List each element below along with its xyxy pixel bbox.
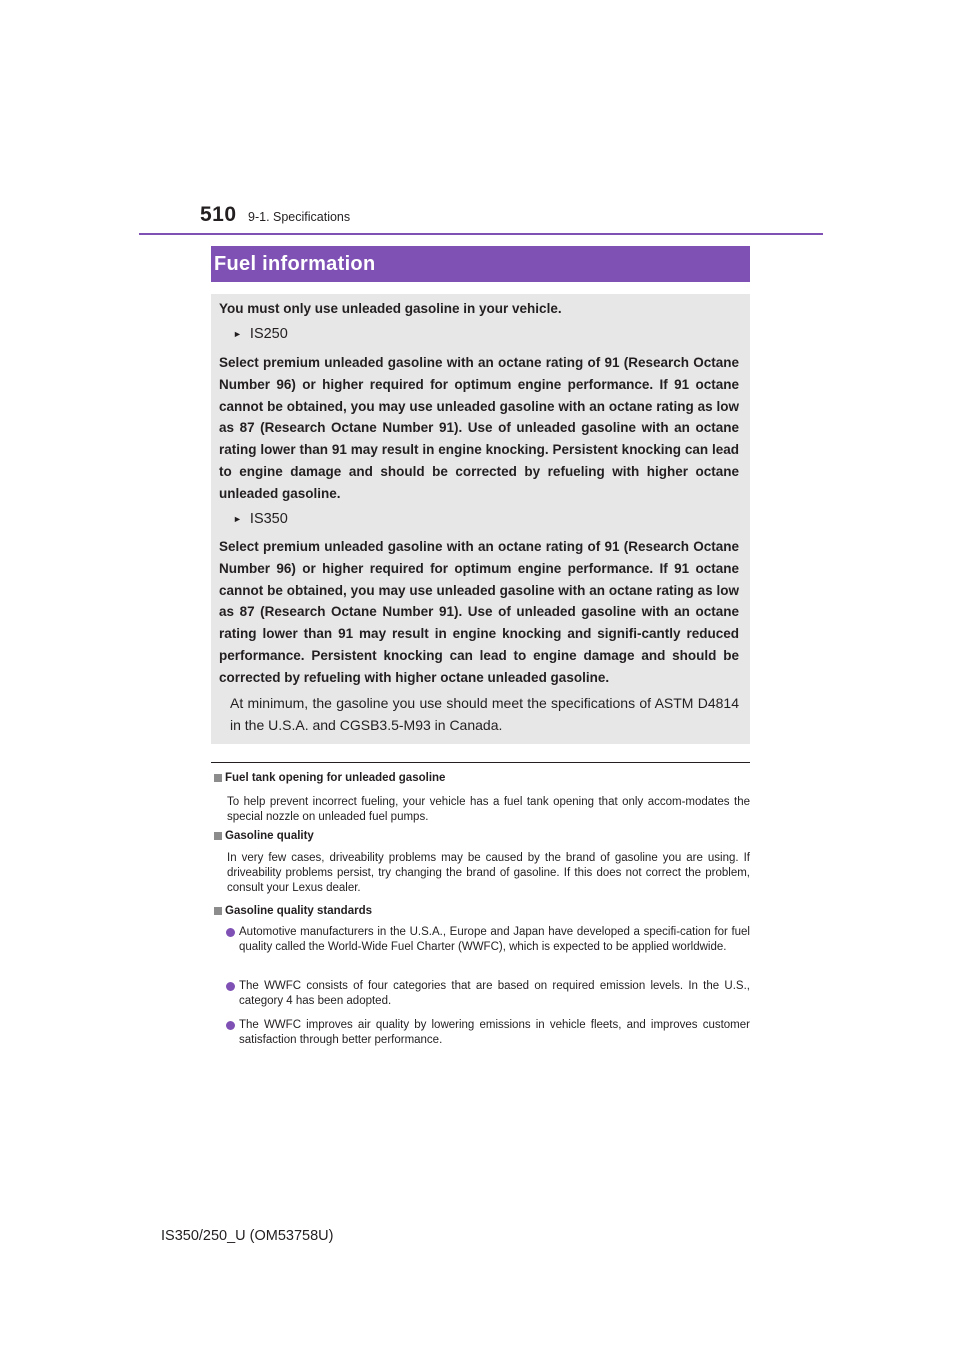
list-item-text: The WWFC consists of four categories that are based on required emission levels. In the U.S., category 4 has been adopted.	[239, 980, 750, 1007]
title-bar	[211, 246, 750, 282]
model-name: IS350	[249, 511, 288, 527]
model-text-is350: Select premium unleaded gasoline with an octane rating of 91 (Research Octane Number 96) or higher required for optimum engine performance. If 91 octane cannot be obtained, you may use unleaded gasoline with an octane rating as low as 87 (Research Octane Number 91). Use of unleaded gasoline with an octane rating lower than 91 may result in engine knocking and signifi-cantly reduced performance. Persistent knocking can lead to engine damage and should be corrected by refueling with higher octane unleaded gasoline.	[219, 539, 739, 685]
square-bullet-icon	[214, 774, 222, 782]
round-bullet-icon	[226, 928, 235, 937]
page-title: Fuel information	[214, 252, 376, 275]
list-item	[226, 979, 750, 1009]
note-heading-text: Fuel tank opening for unleaded gasoline	[225, 772, 446, 784]
note-heading	[214, 830, 314, 842]
model-text-is250: Select premium unleaded gasoline with an octane rating of 91 (Research Octane Number 96) or higher required for optimum engine performance. If 91 octane cannot be obtained, you may use unleaded gasoline with an octane rating as low as 87 (Research Octane Number 91). Use of unleaded gasoline with an octane rating lower than 91 may result in engine knocking. Persistent knocking can lead to engine damage and should be corrected by refueling with higher octane unleaded gasoline.	[219, 355, 739, 501]
list-item	[226, 925, 750, 955]
header-rule	[139, 233, 823, 235]
note-body: In very few cases, driveability problems may be caused by the brand of gasoline you are using. If driveability problems persist, try changing the brand of gasoline. If this does not correct the problem, consult your Lexus dealer.	[227, 852, 750, 894]
round-bullet-icon	[226, 982, 235, 991]
notes-divider	[211, 762, 750, 763]
list-item-text: The WWFC improves air quality by lowering emissions in vehicle fleets, and improves customer satisfaction through better performance.	[239, 1019, 750, 1046]
list-item-text: Automotive manufacturers in the U.S.A., Europe and Japan have developed a specifi-cation for fuel quality called the World-Wide Fuel Charter (WWFC), which is expected to be applied worldwide.	[239, 926, 750, 953]
note-heading-text: Gasoline quality	[225, 830, 314, 842]
intro-text: You must only use unleaded gasoline in your vehicle.	[219, 301, 562, 316]
model-heading-is250	[233, 326, 288, 342]
note-heading	[214, 905, 372, 917]
model-name: IS250	[249, 326, 288, 342]
footer-model-code: IS350/250_U (OM53758U)	[161, 1228, 334, 1244]
model-heading-is350	[233, 511, 288, 527]
note-heading-text: Gasoline quality standards	[225, 905, 372, 917]
minimum-spec-text: At minimum, the gasoline you use should meet the specifications of ASTM D4814 in the U.S.A. and CGSB3.5-M93 in Canada.	[230, 695, 739, 733]
arrow-right-icon: ►	[233, 329, 242, 339]
round-bullet-icon	[226, 1021, 235, 1030]
note-body: To help prevent incorrect fueling, your vehicle has a fuel tank opening that only accom-modates the special nozzle on unleaded fuel pumps.	[227, 796, 750, 823]
square-bullet-icon	[214, 832, 222, 840]
square-bullet-icon	[214, 907, 222, 915]
page-number: 510	[200, 203, 237, 226]
section-label: 9-1. Specifications	[248, 210, 351, 224]
note-heading	[214, 772, 445, 784]
arrow-right-icon: ►	[233, 514, 242, 524]
list-item	[226, 1018, 750, 1048]
